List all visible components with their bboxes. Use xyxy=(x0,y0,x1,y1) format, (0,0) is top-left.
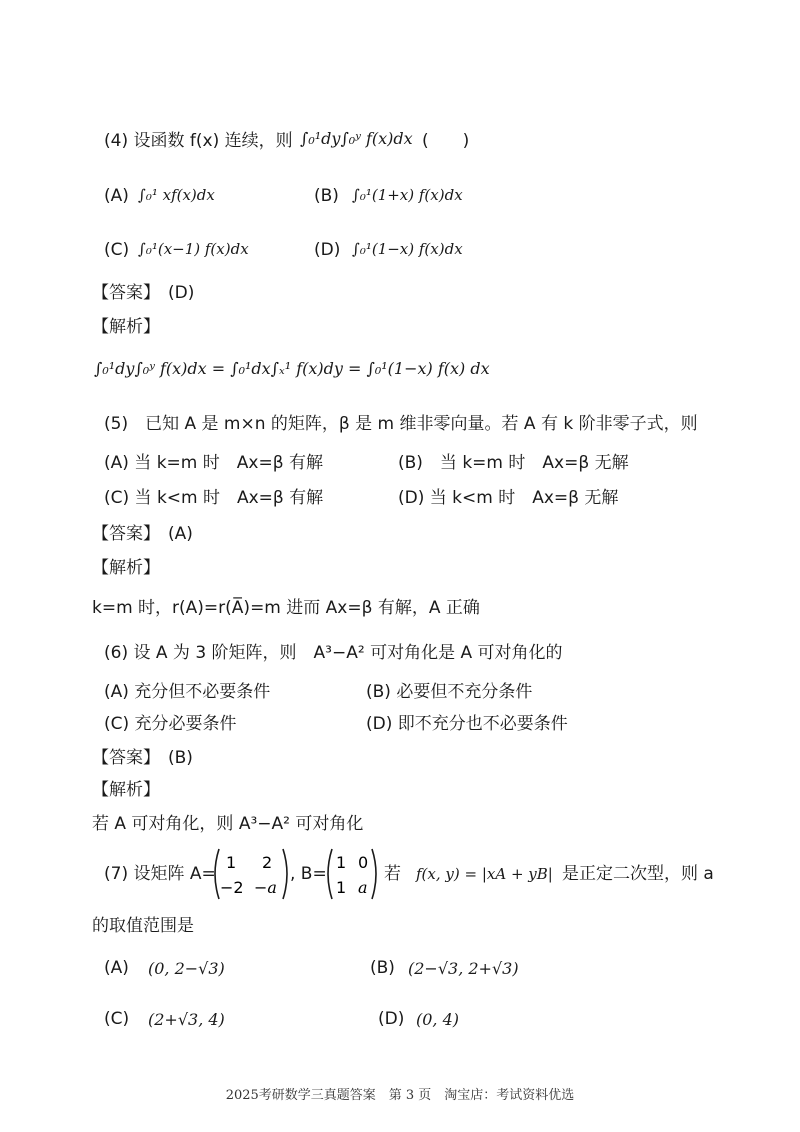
matrix-a-cell: 2 xyxy=(262,853,273,872)
q4-answer: (D) xyxy=(168,283,195,303)
q4-analysis: ∫₀¹dy∫₀ʸ f(x)dx = ∫₀¹dx∫ₓ¹ f(x)dy = ∫₀¹(1−x) f(x) dx xyxy=(94,359,490,378)
matrix-b-cell: a xyxy=(358,878,368,897)
q5-stem: (5) 已知 A 是 m×n 的矩阵，β 是 m 维非零向量。若 A 有 k 阶非零子式，则 xyxy=(104,414,698,434)
q6-option-a: (A) 充分但不必要条件 xyxy=(104,682,271,702)
q7-matrix-b xyxy=(324,846,380,902)
q4-option-d-label: (D) xyxy=(314,240,341,260)
q4-option-c: ∫₀¹(x−1) f(x)dx xyxy=(138,240,249,258)
q7-stem-line2: 的取值范围是 xyxy=(92,916,194,936)
q6-answer-label: 【答案】 xyxy=(92,748,160,768)
q4-option-b-label: (B) xyxy=(314,186,339,206)
q4-option-d: ∫₀¹(1−x) f(x)dx xyxy=(352,240,463,258)
page-footer: 2025考研数学三真题答案 第 3 页 淘宝店：考试资料优选 xyxy=(225,1088,575,1103)
matrix-b-left-paren xyxy=(328,849,332,899)
q7-option-a-label: (A) xyxy=(104,958,129,978)
q4-option-a-label: (A) xyxy=(104,186,129,206)
q5-analysis-label: 【解析】 xyxy=(92,558,160,578)
q5-answer-label: 【答案】 xyxy=(92,524,160,544)
q5-analysis: k=m 时，r(A)=r(A̅)=m 进而 Ax=β 有解，A 正确 xyxy=(92,598,480,618)
q6-answer: (B) xyxy=(168,748,193,768)
matrix-a-cell: −2 xyxy=(220,878,244,897)
matrix-a-left-paren xyxy=(215,849,219,899)
q6-option-b: (B) 必要但不充分条件 xyxy=(366,682,533,702)
matrix-a-cell: −a xyxy=(254,878,277,897)
matrix-b-cell: 0 xyxy=(358,853,369,872)
q4-analysis-label: 【解析】 xyxy=(92,317,160,337)
matrix-a-right-paren xyxy=(283,849,287,899)
q4-expression: ∫₀¹dy∫₀ʸ f(x)dx xyxy=(300,129,413,148)
q7-option-b-label: (B) xyxy=(370,958,395,978)
q7-quadratic-form: f(x, y) = |xA + yB| xyxy=(416,865,553,883)
q5-option-c: (C) 当 k<m 时 Ax=β 有解 xyxy=(104,488,324,508)
q7-option-d: (0, 4) xyxy=(416,1010,460,1029)
q4-blank: ( ) xyxy=(422,131,470,151)
q7-option-c-label: (C) xyxy=(104,1009,130,1029)
q6-analysis: 若 A 可对角化，则 A³−A² 可对角化 xyxy=(92,814,364,834)
q7-stem-prefix: (7) 设矩阵 A= xyxy=(104,864,216,884)
q6-option-d: (D) 即不充分也不必要条件 xyxy=(366,714,568,734)
matrix-b-right-paren xyxy=(372,849,376,899)
q6-stem: (6) 设 A 为 3 阶矩阵，则 A³−A² 可对角化是 A 可对角化的 xyxy=(104,643,563,663)
q7-stem-mid: 若 xyxy=(384,864,401,884)
q5-answer: (A) xyxy=(168,524,193,544)
q6-option-c: (C) 充分必要条件 xyxy=(104,714,237,734)
q5-option-b: (B) 当 k=m 时 Ax=β 无解 xyxy=(398,453,629,473)
q5-option-d: (D) 当 k<m 时 Ax=β 无解 xyxy=(398,488,619,508)
q4-option-a: ∫₀¹ xf(x)dx xyxy=(138,186,215,204)
q4-option-b: ∫₀¹(1+x) f(x)dx xyxy=(352,186,463,204)
q7-option-d-label: (D) xyxy=(378,1009,405,1029)
q7-option-a: (0, 2−√3) xyxy=(148,959,225,978)
q7-separator: , B= xyxy=(290,864,327,884)
q7-stem-suffix: 是正定二次型，则 a xyxy=(562,864,714,884)
q7-matrix-a xyxy=(210,846,292,902)
q4-option-c-label: (C) xyxy=(104,240,130,260)
q6-analysis-label: 【解析】 xyxy=(92,780,160,800)
q5-option-a: (A) 当 k=m 时 Ax=β 有解 xyxy=(104,453,323,473)
q7-option-c: (2+√3, 4) xyxy=(148,1010,225,1029)
matrix-b-cell: 1 xyxy=(336,853,347,872)
q7-option-b: (2−√3, 2+√3) xyxy=(408,959,519,978)
matrix-b-cell: 1 xyxy=(336,878,347,897)
q4-stem: (4) 设函数 f(x) 连续，则 xyxy=(104,131,293,151)
q4-answer-label: 【答案】 xyxy=(92,283,160,303)
matrix-a-cell: 1 xyxy=(226,853,237,872)
